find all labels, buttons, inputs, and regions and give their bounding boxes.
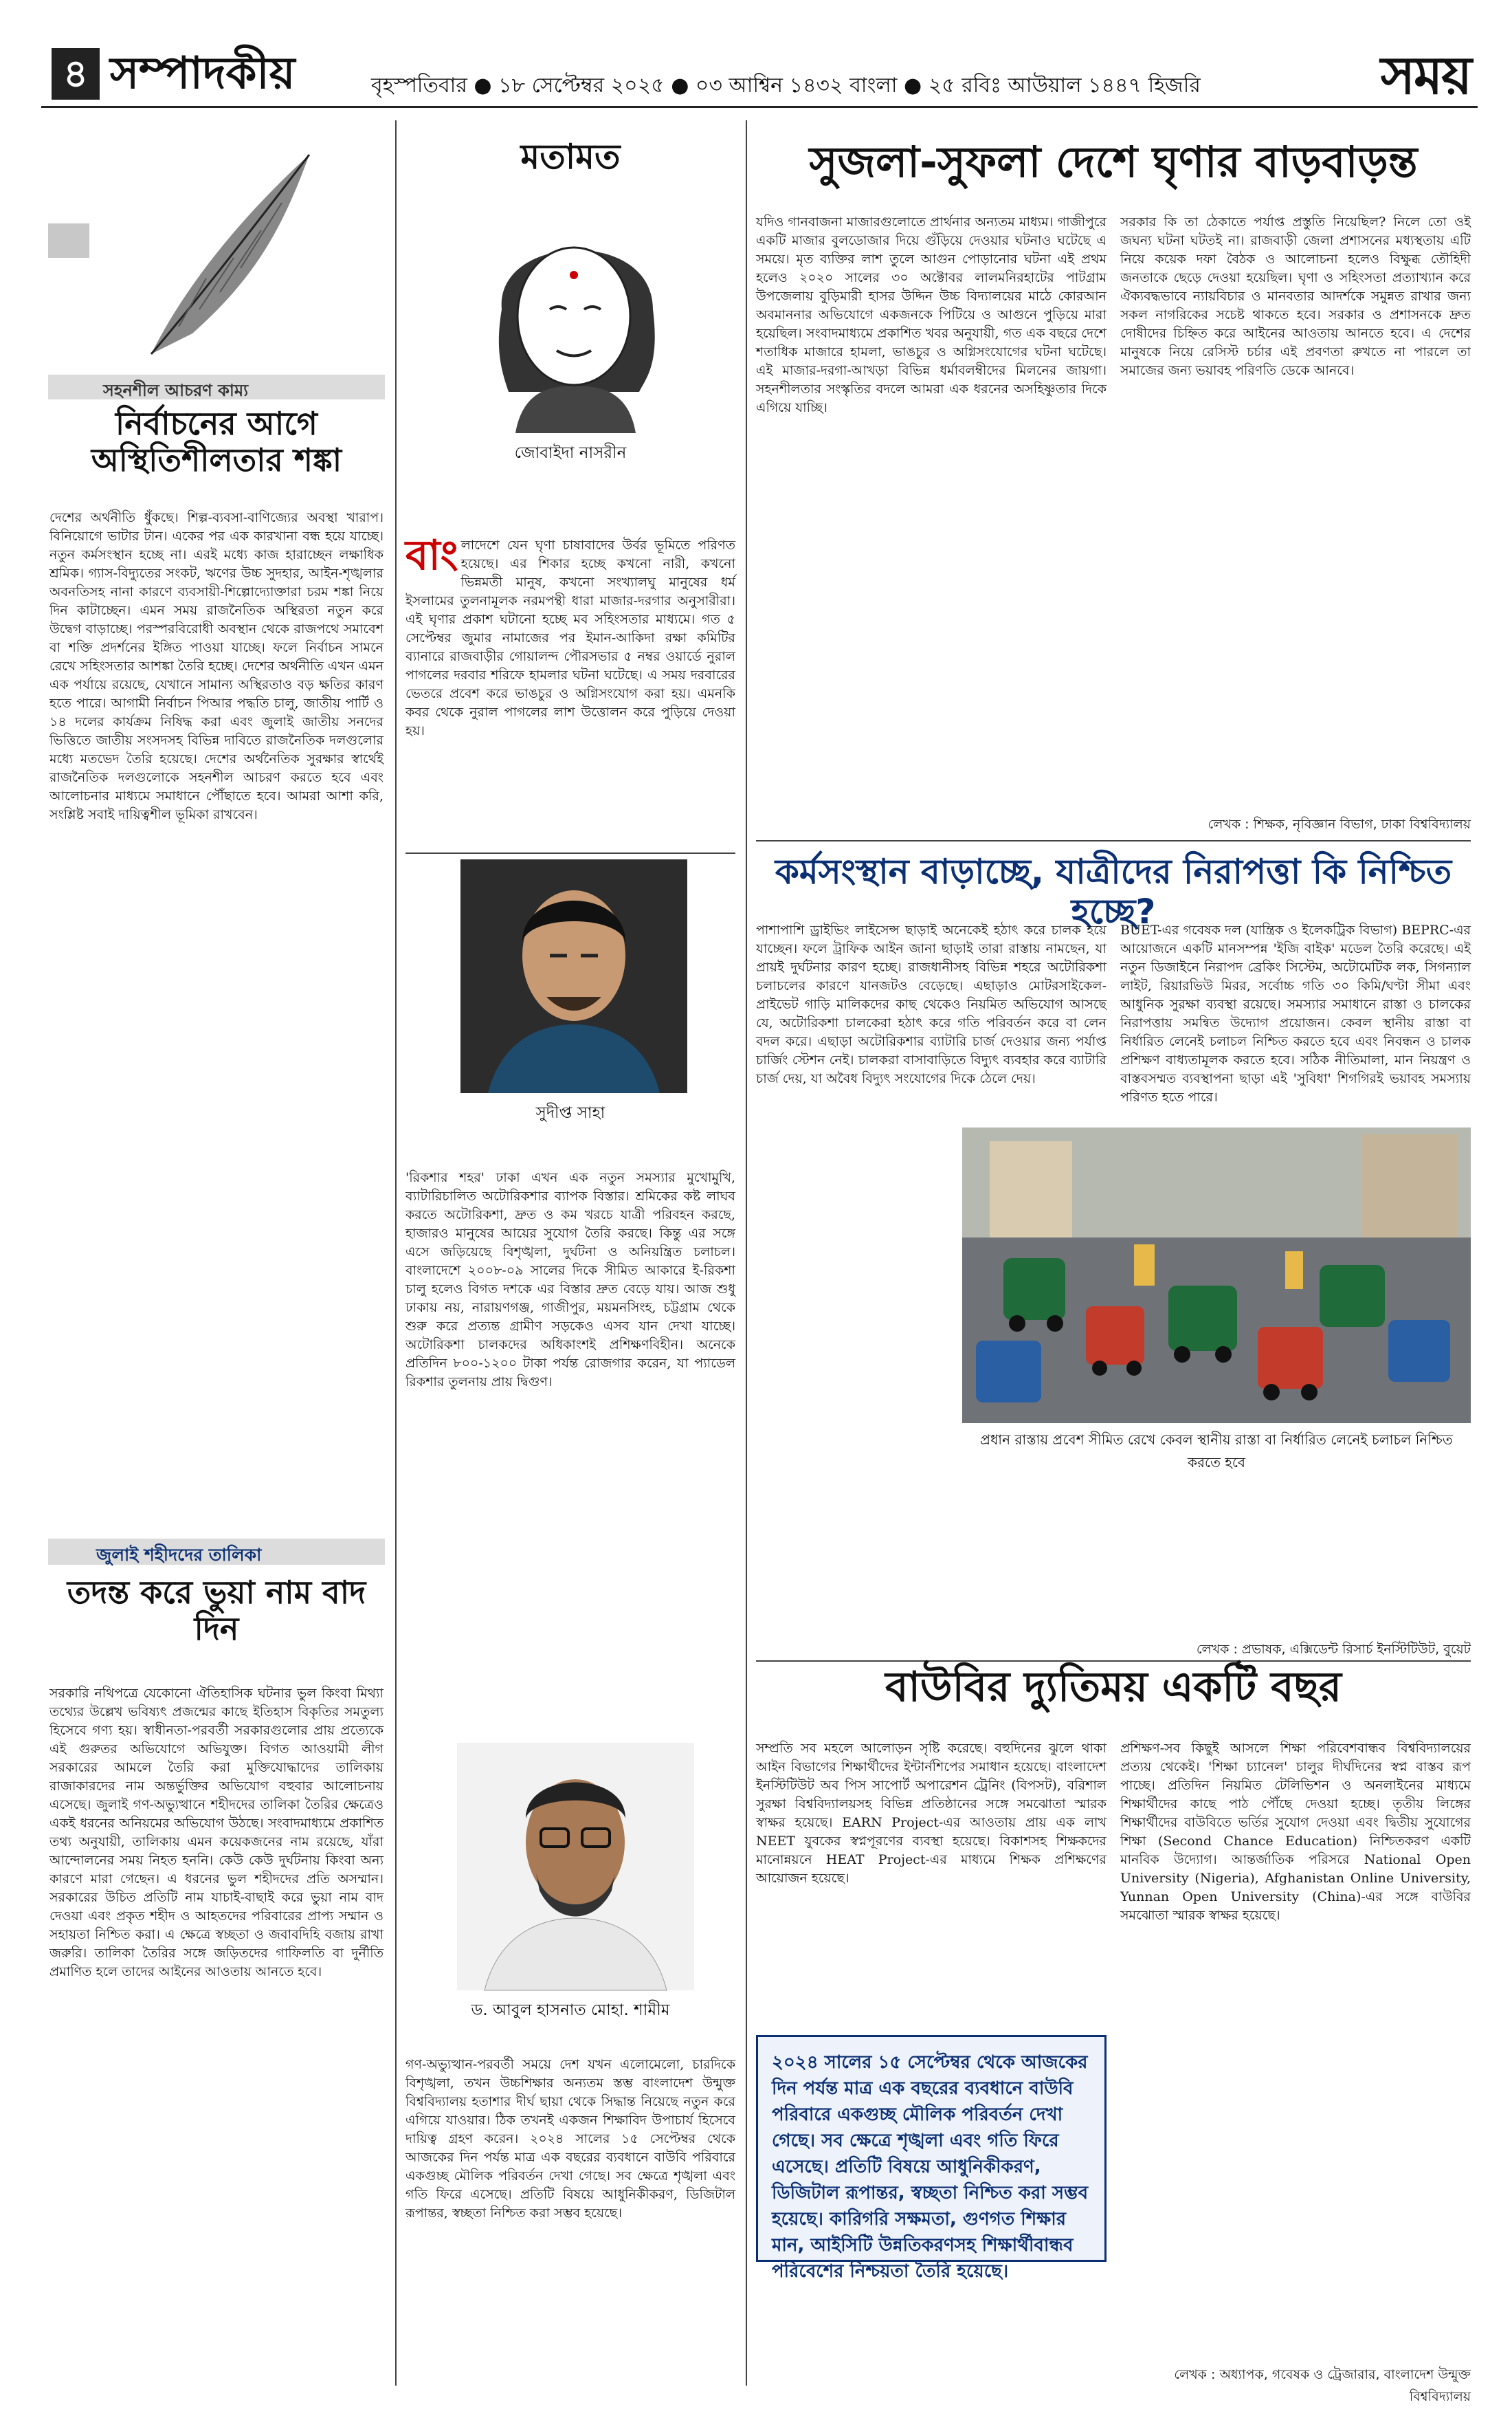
article2-body-right-cont: [1120, 1478, 1471, 1636]
autorickshaw-photo: [962, 1128, 1471, 1423]
article2-byline: লেখক : প্রভাষক, এক্সিডেন্ট রিসার্চ ইনস্টিটিউট, বুয়েট: [1196, 1642, 1471, 1657]
article3-body-left: সম্প্রতি সব মহলে আলোড়ন সৃষ্টি করেছে। বহুদিনের ঝুলে থাকা আইন বিভাগের শিক্ষার্থীদের ইন্টার্নশিপের সমাধান হয়েছে। বাংলাদেশ ইনস্টিটিউট অব পিস সাপোর্ট অপারেশন ট্রেনিং (বিপসট), বরিশাল সুরক্ষা বিশ্ববিদ্যালয়সহ বিভিন্ন প্রতিষ্ঠানের সঙ্গে সমঝোতা স্মারক স্বাক্ষর হয়েছে। EARN Project-এর আওতায় প্রায় এক লাখ NEET যুবকের স্বপ্নপূরণের ব্যবস্থা হয়েছে। বিকাশসহ শিক্ষকদের মানোন্নয়নে HEAT Project-এর মাধ্যমে শিক্ষক প্রশিক্ষণের আয়োজন হয়েছে।: [756, 1741, 1107, 1886]
opinion-section-label: মতামত: [520, 137, 621, 177]
editorial1-headline: নির্বাচনের আগে অস্থিতিশীলতার শঙ্কা: [91, 405, 342, 478]
article1-body-right: সরকার কি তা ঠেকাতে পর্যাপ্ত প্রস্তুতি নিয়েছিল? নিলে তো ওই জঘন্য ঘটনা ঘটতই না। রাজবাড়ী জেলা প্রশাসনের মধ্যস্থতায় এটি নিয়ে কয়েক দফা বৈঠক ও আলোচনা হলেও বিক্ষুব্ধ তৌহিদী জনতাকে ছেড়ে দেওয়া হয়েছিল। ঘৃণা ও সহিংসতা প্রত্যাখ্যান করে ঐক্যবদ্ধভাবে ন্যায়বিচার ও মানবতার আদর্শকে সমুন্নত রাখার জন্য সকল নাগরিকের সচেষ্ট থাকতে হবে। সরকার ও প্রশাসনকে দ্রুত দোষীদের চিহ্নিত করে আইনের আওতায় আনতে হবে। এ দেশের মানুষকে নিয়ে রেসিস্ট চর্চার এই প্রবণতা রুখতে না পারলে তা সমাজের জন্য ভয়াবহ পরিণতি ডেকে আনবে।: [1120, 214, 1471, 378]
article1-lead: [405, 531, 735, 846]
pull-quote: ২০২৪ সালের ১৫ সেপ্টেম্বর থেকে আজকের দিন পর্যন্ত মাত্র এক বছরের ব্যবধানে বাউবি পরিবারে একগুচ্ছ মৌলিক পরিবর্তন দেখা গেছে। সব ক্ষেত্রে শৃঙ্খলা এবং গতি ফিরে এসেছে। প্রতিটি বিষয়ে আধুনিকীকরণ, ডিজিটাল রূপান্তর, স্বচ্ছতা নিশ্চিত করা সম্ভব হয়েছে। কারিগরি সক্ষমতা, গুণগত শিক্ষার মান, আইসিটি উন্নতিকরণসহ শিক্ষার্থীবান্ধব পরিবেশের নিশ্চয়তা তৈরি হয়েছে।: [772, 2052, 1089, 2282]
editorial2-kicker: জুলাই শহীদদের তালিকা: [96, 1545, 262, 1565]
photo-caption: প্রধান রাস্তায় প্রবেশ সীমিত রেখে কেবল স্থানীয় রাস্তা বা নির্ধারিত লেনেই চলাচল নিশ্চিত করতে হবে: [980, 1431, 1453, 1471]
writer1-name: জোবাইদা নাসরীন: [514, 444, 627, 462]
article3-byline: লেখক : অধ্যাপক, গবেষক ও ট্রেজারার, বাংলাদেশ উন্মুক্ত বিশ্ববিদ্যালয়: [1174, 2367, 1471, 2404]
writer3-name: ড. আবুল হাসনাত মোহা. শামীম: [471, 2001, 670, 2019]
dateline: বৃহস্পতিবার ● ১৮ সেপ্টেম্বর ২০২৫ ● ০৩ আশ্বিন ১৪৩২ বাংলা ● ২৫ রবিঃ আউয়াল ১৪৪৭ হিজরি: [371, 74, 1201, 98]
article2-body-right: BUET-এর গবেষক দল (যান্ত্রিক ও ইলেকট্রিক বিভাগ) BEPRC-এর আয়োজনে একটি মানসম্পন্ন 'ইজি বাইক' মডেল তৈরি করেছে। এই নতুন ডিজাইনে নিরাপদ ব্রেকিং সিস্টেম, অটোমেটিক লক, সিগন্যাল লাইট, রিয়ারভিউ মিরর, সর্বোচ্চ গতি ৩০ কিমি/ঘণ্টা সীমা এবং আধুনিক সুরক্ষা ব্যবস্থা রয়েছে। সমস্যার সমাধানে রাস্তা ও চালকের নিরাপত্তায় সমন্বিত উদ্যোগ প্রয়োজন। কেবল স্থানীয় রাস্তা বা নির্ধারিত লেনেই চলাচল নিশ্চিত করতে হবে এবং নিবন্ধন ও চালক প্রশিক্ষণ বাধ্যতামূলক করতে হবে। সঠিক নীতিমালা, মান নিয়ন্ত্রণ ও বাস্তবসম্মত ব্যবস্থাপনা ছাড়া এই 'সুবিধা' শিগগিরই ভয়াবহ সমস্যায় পরিণত হতে পারে।: [1120, 923, 1471, 1105]
article2-mid-body: 'রিকশার শহর' ঢাকা এখন এক নতুন সমস্যার মুখোমুখি, ব্যাটারিচালিত অটোরিকশার ব্যাপক বিস্তার। শ্রমিকের কষ্ট লাঘব করতে অটোরিকশা, দ্রুত ও কম খরচে যাত্রী পরিবহন করছে, হাজারও মানুষের আয়ের সুযোগ তৈরি করছে। কিন্তু এর সঙ্গে এসে জড়িয়েছে বিশৃঙ্খলা, দুর্ঘটনা ও অনিয়ন্ত্রিত চলাচল। বাংলাদেশে ২০০৮-০৯ সালের দিকে সীমিত আকারে ই-রিকশা চালু হলেও বিগত দশকে এর বিস্তার দ্রুত বেড়ে যায়। আজ শুধু ঢাকায় নয়, নারায়ণগঞ্জ, গাজীপুর, ময়মনসিংহ, চট্টগ্রাম থেকে শুরু করে প্রত্যন্ত গ্রামীণ সড়কেও এসব যান দেখা যাচ্ছে। অটোরিকশা চালকদের অধিকাংশই প্রশিক্ষণবিহীন। অনেকে প্রতিদিন ৮০০-১২০০ টাকা পর্যন্ত রোজগার করেন, যা প্যাডেল রিকশার তুলনায় প্রায় দ্বিগুণ।: [405, 1170, 735, 1389]
article3-body-left-end: [756, 2269, 1107, 2379]
editorial2-body: সরকারি নথিপত্রে যেকোনো ঐতিহাসিক ঘটনার ভুল কিংবা মিথ্যা তথ্যের উল্লেখ ভবিষ্যৎ প্রজন্মের কাছে ইতিহাস বিকৃতির সমতুল্য হিসেবে গণ্য হয়। স্বাধীনতা-পরবর্তী সরকারগুলোর প্রায় প্রত্যেকে এই গুরুতর অভিযোগে অভিযুক্ত। বিগত আওয়ামী লীগ সরকারের আমলে তৈরি করা মুক্তিযোদ্ধাদের তালিকায় রাজাকারদের নাম অন্তর্ভুক্তির অভিযোগ বহুবার আলোচনায় এসেছে। জুলাই গণ-অভ্যুত্থানে শহীদদের তালিকা তৈরির ক্ষেত্রেও একই ধরনের অনিয়মের অভিযোগ উঠছে। সংবাদমাধ্যমে প্রকাশিত তথ্য অনুযায়ী, তালিকায় এমন কয়েকজনের নাম রয়েছে, যাঁরা আন্দোলনের সময় নিহত হননি। কেউ কেউ দুর্ঘটনায় কিংবা অন্য কারণে মারা গেছেন। এ ধরনের ভুল শহীদদের প্রতি অসম্মান। সরকারের উচিত প্রতিটি নাম যাচাই-বাছাই করে ভুয়া নাম বাদ দেওয়া এবং প্রকৃত শহীদ ও আহতদের পরিবারের প্রাপ্য সম্মান ও সহায়তা নিশ্চিত করা। এ ক্ষেত্রে স্বচ্ছতা ও জবাবদিহি বজায় রাখা জরুরি। তালিকা তৈরির সঙ্গে জড়িতদের গাফিলতি বা দুর্নীতি প্রমাণিত হলে তাদের আইনের আওতায় আনতে হবে।: [49, 1686, 383, 1979]
page-number: ৪: [52, 48, 100, 100]
article1-body-left: যদিও গানবাজনা মাজারগুলোতে প্রার্থনার অন্যতম মাধ্যম। গাজীপুরে একটি মাজার বুলডোজার দিয়ে গুঁড়িয়ে দেওয়ার ঘটনাও ঘটেছে এ সময়ে। মৃত ব্যক্তির লাশ তুলে আগুন পোড়ানোর ঘটনা এই প্রথম হলেও ২০২০ সালের ৩০ অক্টোবর লালমনিরহাটের পাটগ্রাম উপজেলায় বুড়িমারী হাসর উদ্দিন উচ্চ বিদ্যালয়ের মাঠে কোরআন অবমাননার অভিযোগে একজনকে পিটিয়ে ও আগুনে পুড়িয়ে মারা হয়েছিল। সংবাদমাধ্যমে প্রকাশিত খবর অনুযায়ী, গত এক বছরে দেশে শতাধিক মাজারে হামলা, ভাঙচুর ও অগ্নিসংযোগের ঘটনা ঘটেছে। এই মাজার-দরগা-আখড়া বিভিন্ন ধর্মাবলম্বীদের মিলনের জায়গা। সহনশীলতার সংস্কৃতির বদলে আমরা এক ধরনের অসহিষ্ণুতার দিকে এগিয়ে যাচ্ছি।: [756, 214, 1107, 415]
column-rule: [395, 120, 397, 2386]
quill-illustration: [48, 127, 385, 375]
article3-headline: বাউবির দ্যুতিময় একটি বছর: [885, 1663, 1342, 1711]
article1-byline: লেখক : শিক্ষক, নৃবিজ্ঞান বিভাগ, ঢাকা বিশ্ববিদ্যালয়: [1208, 817, 1471, 832]
section-name: সম্পাদকীয়: [110, 48, 296, 99]
article1-headline: সুজলা-সুফলা দেশে ঘৃণার বাড়বাড়ন্ত: [809, 137, 1418, 187]
article1-lead-text: লাদেশে যেন ঘৃণা চাষাবাদের উর্বর ভূমিতে পরিণত হয়েছে। এর শিকার হচ্ছে কখনো নারী, কখনো ভিন্নমতী মানুষ, কখনো সংখ্যালঘু মানুষের ধর্ম ইসলামের তুলনামূলক নরমপন্থী ধারা মাজার-দরগার অনুসারীরা। এই ঘৃণার প্রকাশ ঘটানো হচ্ছে মব সহিংসতার মাধ্যমে। গত ৫ সেপ্টেম্বর জুমার নামাজের পর ইমান-আকিদা রক্ষা কমিটির ব্যানারে রাজবাড়ীর গোয়ালন্দ পৌরসভার ৫ নম্বর ওয়ার্ডে নুরাল পাগলের দরবার শরিফে হামলার ঘটনা ঘটেছে। এ সময় দরবারের ভেতরে প্রবেশ করে ভাঙচুর ও অগ্নিসংযোগ করা হয়। এমনকি কবর থেকে নুরাল পাগলের লাশ উত্তোলন করে পুড়িয়ে দেওয়া হয়।: [405, 538, 735, 738]
newspaper-logo: সময়: [1380, 45, 1471, 106]
article2-headline: কর্মসংস্থান বাড়াচ্ছে, যাত্রীদের নিরাপত্তা কি নিশ্চিত হচ্ছে?: [775, 852, 1452, 932]
article3-body-right: প্রশিক্ষণ-সব কিছুই আসলে শিক্ষা পরিবেশবান্ধব বিশ্ববিদ্যালয়ের প্রত্যয় থেকেই। 'শিক্ষা চ্যানেল' চালুর দীর্ঘদিনের স্বপ্ন বাস্তব রূপ পাচ্ছে। প্রতিদিন নিয়মিত টেলিভিশন ও অনলাইনের মাধ্যমে শিক্ষার্থীদের কাছে পাঠ পৌঁছে দেওয়া হচ্ছে। তৃতীয় লিঙ্গের শিক্ষার্থীদের বাউবিতে ভর্তির সুযোগ দেওয়া এবং দ্বিতীয় সুযোগের শিক্ষা (Second Chance Education) নিশ্চিতকরণ একটি মানবিক উদ্যোগ। আন্তর্জাতিক পরিসরে National Open University (Nigeria), Afghanistan Online University, Yunnan Open University (China)-এর সঙ্গে বাউবির সমঝোতা স্মারক স্বাক্ষর হয়েছে।: [1120, 1741, 1471, 1923]
editorial2-headline: তদন্ত করে ভুয়া নাম বাদ দিন: [67, 1574, 366, 1647]
writer2-portrait: [460, 859, 687, 1093]
writer2-name: সুদীপ্ত সাহা: [535, 1104, 605, 1122]
writer3-portrait: [457, 1743, 694, 1990]
article2-body-left: পাশাপাশি ড্রাইভিং লাইসেন্স ছাড়াই অনেকেই হঠাৎ করে চালক হয়ে যাচ্ছেন। ফলে ট্রাফিক আইন জানা ছাড়াই তারা রাস্তায় নামছেন, যা প্রায়ই দুর্ঘটনার কারণ হচ্ছে। রাজধানীসহ বিভিন্ন শহরে অটোরিকশা চলাচলের কারণে যানজটও বেড়েছে। এছাড়াও মোটরসাইকেল-প্রাইভেট গাড়ি মালিকদের কাছ থেকেও নিয়মিত অভিযোগ আসছে যে, অটোরিকশা চালকেরা হঠাৎ করে গতি পরিবর্তন করে বা লেন বদল করে। এছাড়া অটোরিকশার ব্যাটারি চার্জ দেওয়ার জন্য পর্যাপ্ত চার্জিং স্টেশন নেই। চালকরা বাসাবাড়িতে বিদ্যুৎ ব্যবহার করে ব্যাটারি চার্জ দেয়, যা অবৈধ বিদ্যুৎ সংযোগের দিকে ঠেলে দেয়।: [756, 923, 1107, 1086]
article2-body-left-cont: [756, 1286, 955, 1609]
editorial1-body: দেশের অর্থনীতি ধুঁকছে। শিল্প-ব্যবসা-বাণিজ্যের অবস্থা খারাপ। বিনিয়োগে ভাটার টান। একের পর এক কারখানা বন্ধ হয়ে যাচ্ছে। নতুন কর্মসংস্থান হচ্ছে না। এরই মধ্যে কাজ হারাচ্ছেন লক্ষাধিক শ্রমিক। গ্যাস-বিদ্যুতের সংকট, ঋণের উচ্চ সুদহার, আইন-শৃঙ্খলার অবনতিসহ নানা কারণে ব্যবসায়ী-শিল্পোদ্যোক্তারা চরম শঙ্কা নিয়ে দিন কাটাচ্ছেন। এমন সময় রাজনৈতিক অস্থিরতা নতুন করে উদ্বেগ বাড়াচ্ছে। পরস্পরবিরোধী অবস্থান থেকে রাজপথে সমাবেশ বা শক্তি প্রদর্শনের ইঙ্গিত পাওয়া যাচ্ছে। ফলে নির্বাচন সামনে রেখে সহিংসতার আশঙ্কা তৈরি হচ্ছে। দেশের অর্থনীতি এখন এমন এক পর্যায়ে রয়েছে, যেখানে সামান্য অস্থিরতাও বড় ক্ষতির কারণ হতে পারে। আগামী নির্বাচন পিআর পদ্ধতি চালু, জাতীয় পার্টি ও ১৪ দলের কার্যক্রম নিষিদ্ধ করা এবং জুলাই জাতীয় সনদের ভিত্তিতে জাতীয় সংসদসহ বিভিন্ন দাবিতে রাজনৈতিক দলগুলোর মধ্যে মতভেদ তৈরি হয়েছে। দেশের অর্থনৈতিক সুরক্ষার স্বার্থেই রাজনৈতিক দলগুলোকে সহনশীল আচরণ করতে হবে এবং আলোচনার মাধ্যমে সমাধানে পৌঁছাতে হবে। আমরা আশা করি, সংশ্লিষ্ট সবাই দায়িত্বশীল ভূমিকা রাখবেন।: [49, 510, 383, 822]
editorial1-kicker: সহনশীল আচরণ কাম্য: [103, 381, 249, 400]
column-rule: [746, 120, 747, 2386]
article3-mid-body: গণ-অভ্যুত্থান-পরবর্তী সময়ে দেশ যখন এলোমেলো, চারদিকে বিশৃঙ্খলা, তখন উচ্চশিক্ষার অন্যতম স্তম্ভ বাংলাদেশ উন্মুক্ত বিশ্ববিদ্যালয় হতাশার দীর্ঘ ছায়া থেকে সিদ্ধান্ত নিয়েছে নতুন করে এগিয়ে যাওয়ার। ঠিক তখনই একজন শিক্ষাবিদ উপাচার্য হিসেবে দায়িত্ব গ্রহণ করেন। ২০২৪ সালের ১৫ সেপ্টেম্বর থেকে আজকের দিন পর্যন্ত মাত্র এক বছরের ব্যবধানে বাউবি পরিবারে একগুচ্ছ মৌলিক পরিবর্তন দেখা গেছে। সব ক্ষেত্রে শৃঙ্খলা এবং গতি ফিরে এসেছে। প্রতিটি বিষয়ে আধুনিকীকরণ, ডিজিটাল রূপান্তর, স্বচ্ছতা নিশ্চিত করা সম্ভব হয়েছে।: [405, 2057, 735, 2221]
dropcap: বাং: [405, 531, 458, 580]
writer1-portrait: [447, 206, 701, 433]
pull-quote-box: [756, 2035, 1107, 2282]
